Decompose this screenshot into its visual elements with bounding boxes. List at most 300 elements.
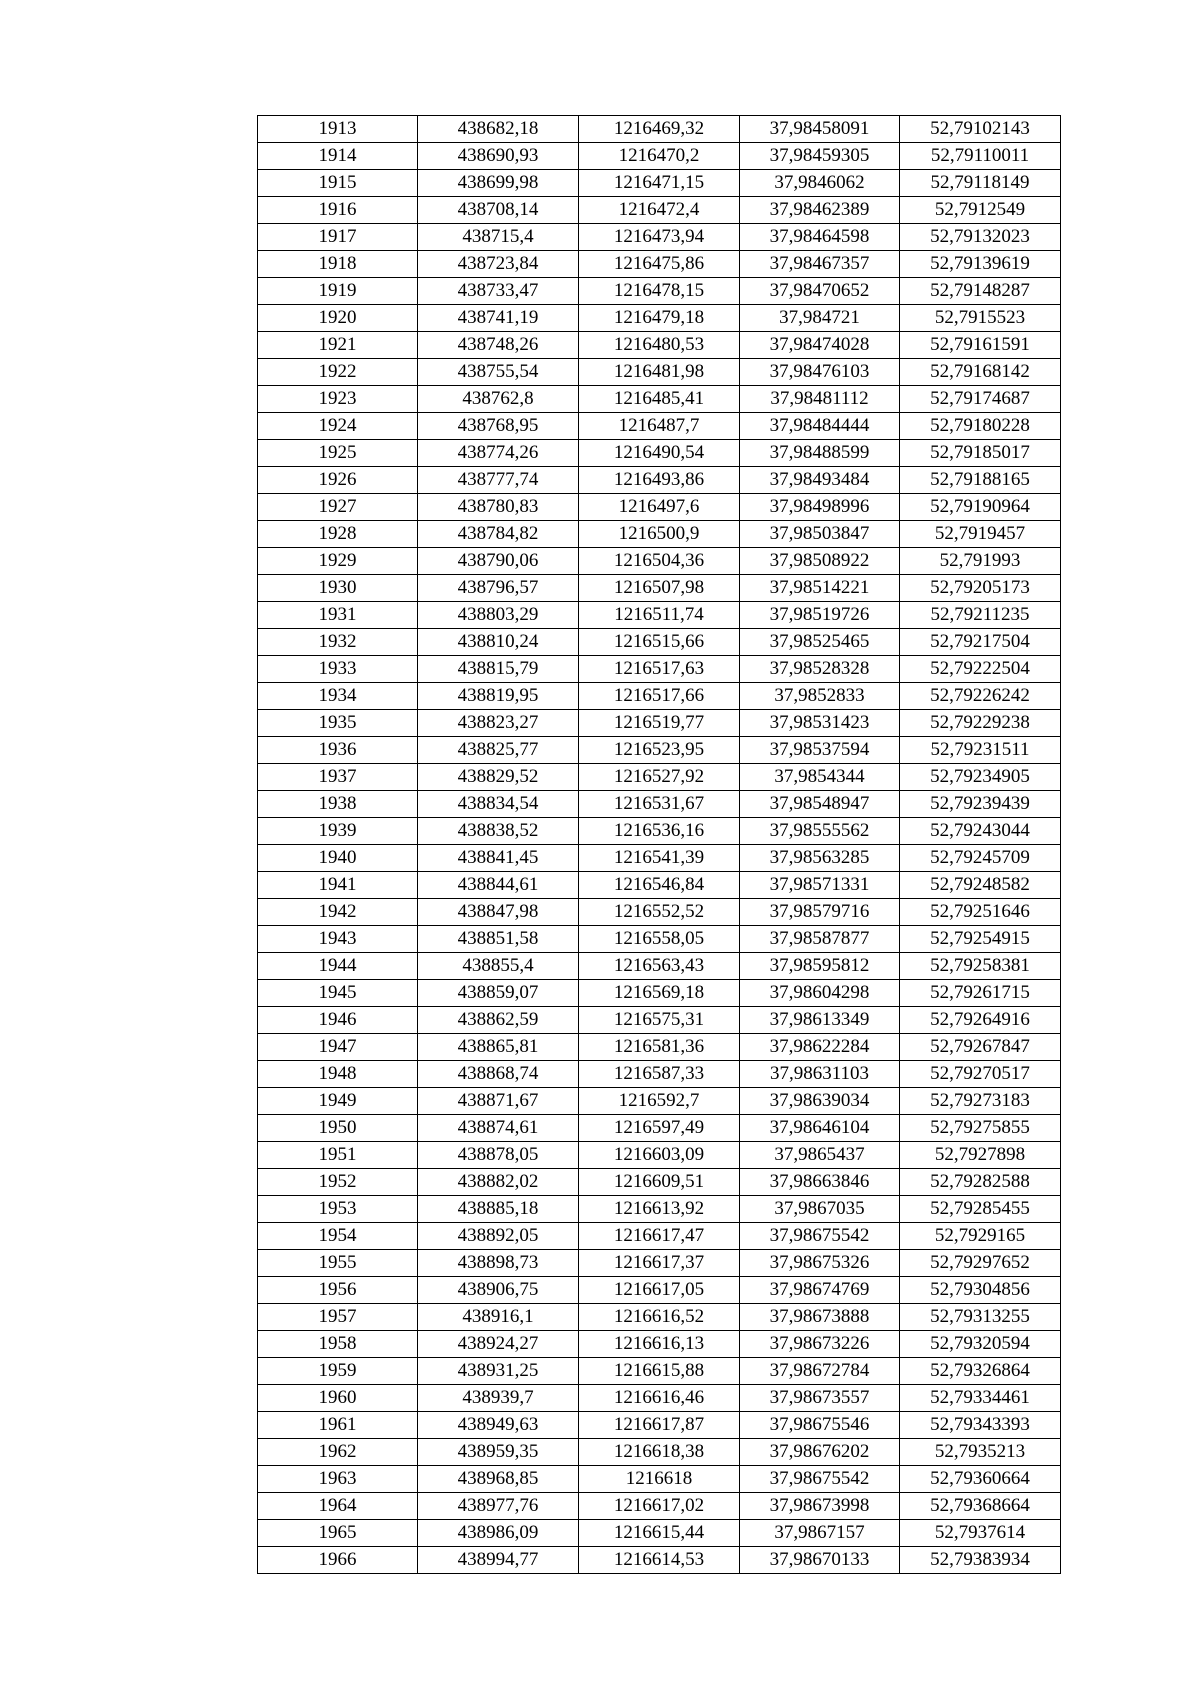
longitude-cell: 37,98676202: [740, 1439, 900, 1466]
latitude-cell: 52,7935213: [900, 1439, 1061, 1466]
longitude-cell: 37,98587877: [740, 926, 900, 953]
latitude-cell: 52,79243044: [900, 818, 1061, 845]
x-coordinate-cell: 438829,52: [418, 764, 579, 791]
latitude-cell: 52,7912549: [900, 197, 1061, 224]
latitude-cell: 52,79102143: [900, 116, 1061, 143]
x-coordinate-cell: 438755,54: [418, 359, 579, 386]
longitude-cell: 37,98673998: [740, 1493, 900, 1520]
latitude-cell: 52,79248582: [900, 872, 1061, 899]
longitude-cell: 37,98476103: [740, 359, 900, 386]
table-row: [258, 818, 1061, 845]
y-coordinate-cell: 1216472,4: [579, 197, 740, 224]
table-row: [258, 602, 1061, 629]
x-coordinate-cell: 438796,57: [418, 575, 579, 602]
x-coordinate-cell: 438834,54: [418, 791, 579, 818]
table-row: [258, 1358, 1061, 1385]
latitude-cell: 52,79174687: [900, 386, 1061, 413]
x-coordinate-cell: 438906,75: [418, 1277, 579, 1304]
point-number-cell: 1962: [258, 1439, 418, 1466]
latitude-cell: 52,79245709: [900, 845, 1061, 872]
point-number-cell: 1951: [258, 1142, 418, 1169]
table-row: [258, 143, 1061, 170]
longitude-cell: 37,98631103: [740, 1061, 900, 1088]
table-row: [258, 1034, 1061, 1061]
point-number-cell: 1937: [258, 764, 418, 791]
latitude-cell: 52,79217504: [900, 629, 1061, 656]
latitude-cell: 52,79270517: [900, 1061, 1061, 1088]
table-row: [258, 197, 1061, 224]
x-coordinate-cell: 438885,18: [418, 1196, 579, 1223]
table-row: [258, 440, 1061, 467]
y-coordinate-cell: 1216478,15: [579, 278, 740, 305]
table-row: [258, 305, 1061, 332]
y-coordinate-cell: 1216519,77: [579, 710, 740, 737]
table-row: [258, 1412, 1061, 1439]
longitude-cell: 37,9854344: [740, 764, 900, 791]
x-coordinate-cell: 438699,98: [418, 170, 579, 197]
latitude-cell: 52,79118149: [900, 170, 1061, 197]
y-coordinate-cell: 1216569,18: [579, 980, 740, 1007]
table-row: [258, 332, 1061, 359]
x-coordinate-cell: 438977,76: [418, 1493, 579, 1520]
table-row: [258, 656, 1061, 683]
y-coordinate-cell: 1216618,38: [579, 1439, 740, 1466]
point-number-cell: 1916: [258, 197, 418, 224]
y-coordinate-cell: 1216523,95: [579, 737, 740, 764]
x-coordinate-cell: 438803,29: [418, 602, 579, 629]
point-number-cell: 1947: [258, 1034, 418, 1061]
table-row: [258, 1196, 1061, 1223]
longitude-cell: 37,98548947: [740, 791, 900, 818]
y-coordinate-cell: 1216469,32: [579, 116, 740, 143]
y-coordinate-cell: 1216609,51: [579, 1169, 740, 1196]
point-number-cell: 1949: [258, 1088, 418, 1115]
latitude-cell: 52,79222504: [900, 656, 1061, 683]
latitude-cell: 52,79188165: [900, 467, 1061, 494]
x-coordinate-cell: 438723,84: [418, 251, 579, 278]
x-coordinate-cell: 438868,74: [418, 1061, 579, 1088]
longitude-cell: 37,98663846: [740, 1169, 900, 1196]
y-coordinate-cell: 1216552,52: [579, 899, 740, 926]
x-coordinate-cell: 438733,47: [418, 278, 579, 305]
point-number-cell: 1950: [258, 1115, 418, 1142]
table-row: [258, 1223, 1061, 1250]
x-coordinate-cell: 438708,14: [418, 197, 579, 224]
point-number-cell: 1929: [258, 548, 418, 575]
longitude-cell: 37,98675326: [740, 1250, 900, 1277]
table-row: [258, 791, 1061, 818]
latitude-cell: 52,79110011: [900, 143, 1061, 170]
point-number-cell: 1945: [258, 980, 418, 1007]
longitude-cell: 37,98639034: [740, 1088, 900, 1115]
longitude-cell: 37,98467357: [740, 251, 900, 278]
y-coordinate-cell: 1216618: [579, 1466, 740, 1493]
y-coordinate-cell: 1216616,52: [579, 1304, 740, 1331]
y-coordinate-cell: 1216546,84: [579, 872, 740, 899]
point-number-cell: 1932: [258, 629, 418, 656]
latitude-cell: 52,79360664: [900, 1466, 1061, 1493]
table-row: [258, 926, 1061, 953]
point-number-cell: 1936: [258, 737, 418, 764]
table-row: [258, 1439, 1061, 1466]
latitude-cell: 52,79313255: [900, 1304, 1061, 1331]
x-coordinate-cell: 438855,4: [418, 953, 579, 980]
point-number-cell: 1928: [258, 521, 418, 548]
x-coordinate-cell: 438838,52: [418, 818, 579, 845]
longitude-cell: 37,98514221: [740, 575, 900, 602]
longitude-cell: 37,98464598: [740, 224, 900, 251]
y-coordinate-cell: 1216475,86: [579, 251, 740, 278]
x-coordinate-cell: 438741,19: [418, 305, 579, 332]
x-coordinate-cell: 438871,67: [418, 1088, 579, 1115]
y-coordinate-cell: 1216527,92: [579, 764, 740, 791]
point-number-cell: 1914: [258, 143, 418, 170]
table-row: [258, 251, 1061, 278]
x-coordinate-cell: 438825,77: [418, 737, 579, 764]
table-row: [258, 224, 1061, 251]
longitude-cell: 37,98525465: [740, 629, 900, 656]
latitude-cell: 52,79229238: [900, 710, 1061, 737]
latitude-cell: 52,79273183: [900, 1088, 1061, 1115]
table-row: [258, 845, 1061, 872]
longitude-cell: 37,98571331: [740, 872, 900, 899]
x-coordinate-cell: 438844,61: [418, 872, 579, 899]
longitude-cell: 37,98519726: [740, 602, 900, 629]
table-row: [258, 1466, 1061, 1493]
longitude-cell: 37,98646104: [740, 1115, 900, 1142]
table-row: [258, 1250, 1061, 1277]
longitude-cell: 37,98508922: [740, 548, 900, 575]
point-number-cell: 1946: [258, 1007, 418, 1034]
latitude-cell: 52,79148287: [900, 278, 1061, 305]
y-coordinate-cell: 1216507,98: [579, 575, 740, 602]
longitude-cell: 37,98470652: [740, 278, 900, 305]
table-row: [258, 1520, 1061, 1547]
y-coordinate-cell: 1216597,49: [579, 1115, 740, 1142]
longitude-cell: 37,98675542: [740, 1466, 900, 1493]
latitude-cell: 52,79285455: [900, 1196, 1061, 1223]
latitude-cell: 52,79211235: [900, 602, 1061, 629]
x-coordinate-cell: 438851,58: [418, 926, 579, 953]
point-number-cell: 1942: [258, 899, 418, 926]
y-coordinate-cell: 1216617,47: [579, 1223, 740, 1250]
point-number-cell: 1939: [258, 818, 418, 845]
point-number-cell: 1952: [258, 1169, 418, 1196]
y-coordinate-cell: 1216515,66: [579, 629, 740, 656]
latitude-cell: 52,79190964: [900, 494, 1061, 521]
latitude-cell: 52,79231511: [900, 737, 1061, 764]
point-number-cell: 1922: [258, 359, 418, 386]
point-number-cell: 1913: [258, 116, 418, 143]
x-coordinate-cell: 438780,83: [418, 494, 579, 521]
point-number-cell: 1930: [258, 575, 418, 602]
point-number-cell: 1917: [258, 224, 418, 251]
y-coordinate-cell: 1216497,6: [579, 494, 740, 521]
table-row: [258, 1385, 1061, 1412]
latitude-cell: 52,79239439: [900, 791, 1061, 818]
latitude-cell: 52,79297652: [900, 1250, 1061, 1277]
table-row: [258, 521, 1061, 548]
longitude-cell: 37,98674769: [740, 1277, 900, 1304]
longitude-cell: 37,9846062: [740, 170, 900, 197]
latitude-cell: 52,79139619: [900, 251, 1061, 278]
table-row: [258, 548, 1061, 575]
y-coordinate-cell: 1216481,98: [579, 359, 740, 386]
longitude-cell: 37,98531423: [740, 710, 900, 737]
latitude-cell: 52,79326864: [900, 1358, 1061, 1385]
table-row: [258, 710, 1061, 737]
y-coordinate-cell: 1216485,41: [579, 386, 740, 413]
y-coordinate-cell: 1216614,53: [579, 1547, 740, 1574]
point-number-cell: 1944: [258, 953, 418, 980]
longitude-cell: 37,984721: [740, 305, 900, 332]
table-row: [258, 278, 1061, 305]
x-coordinate-cell: 438768,95: [418, 413, 579, 440]
y-coordinate-cell: 1216531,67: [579, 791, 740, 818]
point-number-cell: 1954: [258, 1223, 418, 1250]
y-coordinate-cell: 1216517,63: [579, 656, 740, 683]
point-number-cell: 1965: [258, 1520, 418, 1547]
x-coordinate-cell: 438762,8: [418, 386, 579, 413]
longitude-cell: 37,98555562: [740, 818, 900, 845]
point-number-cell: 1948: [258, 1061, 418, 1088]
latitude-cell: 52,79368664: [900, 1493, 1061, 1520]
y-coordinate-cell: 1216504,36: [579, 548, 740, 575]
latitude-cell: 52,79161591: [900, 332, 1061, 359]
point-number-cell: 1927: [258, 494, 418, 521]
y-coordinate-cell: 1216479,18: [579, 305, 740, 332]
latitude-cell: 52,79282588: [900, 1169, 1061, 1196]
latitude-cell: 52,79226242: [900, 683, 1061, 710]
longitude-cell: 37,98528328: [740, 656, 900, 683]
point-number-cell: 1931: [258, 602, 418, 629]
x-coordinate-cell: 438815,79: [418, 656, 579, 683]
point-number-cell: 1933: [258, 656, 418, 683]
point-number-cell: 1961: [258, 1412, 418, 1439]
longitude-cell: 37,98579716: [740, 899, 900, 926]
longitude-cell: 37,98488599: [740, 440, 900, 467]
latitude-cell: 52,79261715: [900, 980, 1061, 1007]
latitude-cell: 52,79185017: [900, 440, 1061, 467]
longitude-cell: 37,98498996: [740, 494, 900, 521]
x-coordinate-cell: 438810,24: [418, 629, 579, 656]
latitude-cell: 52,7927898: [900, 1142, 1061, 1169]
y-coordinate-cell: 1216617,37: [579, 1250, 740, 1277]
point-number-cell: 1923: [258, 386, 418, 413]
x-coordinate-cell: 438924,27: [418, 1331, 579, 1358]
longitude-cell: 37,98537594: [740, 737, 900, 764]
x-coordinate-cell: 438690,93: [418, 143, 579, 170]
point-number-cell: 1934: [258, 683, 418, 710]
longitude-cell: 37,98503847: [740, 521, 900, 548]
y-coordinate-cell: 1216615,88: [579, 1358, 740, 1385]
longitude-cell: 37,98622284: [740, 1034, 900, 1061]
longitude-cell: 37,9867035: [740, 1196, 900, 1223]
point-number-cell: 1943: [258, 926, 418, 953]
point-number-cell: 1953: [258, 1196, 418, 1223]
latitude-cell: 52,79168142: [900, 359, 1061, 386]
table-row: [258, 764, 1061, 791]
x-coordinate-cell: 438819,95: [418, 683, 579, 710]
point-number-cell: 1940: [258, 845, 418, 872]
x-coordinate-cell: 438862,59: [418, 1007, 579, 1034]
x-coordinate-cell: 438949,63: [418, 1412, 579, 1439]
longitude-cell: 37,98613349: [740, 1007, 900, 1034]
point-number-cell: 1920: [258, 305, 418, 332]
point-number-cell: 1958: [258, 1331, 418, 1358]
longitude-cell: 37,9865437: [740, 1142, 900, 1169]
longitude-cell: 37,98481112: [740, 386, 900, 413]
y-coordinate-cell: 1216616,13: [579, 1331, 740, 1358]
table-row: [258, 575, 1061, 602]
longitude-cell: 37,98493484: [740, 467, 900, 494]
latitude-cell: 52,79180228: [900, 413, 1061, 440]
table-row: [258, 1169, 1061, 1196]
point-number-cell: 1938: [258, 791, 418, 818]
x-coordinate-cell: 438939,7: [418, 1385, 579, 1412]
y-coordinate-cell: 1216615,44: [579, 1520, 740, 1547]
x-coordinate-cell: 438959,35: [418, 1439, 579, 1466]
y-coordinate-cell: 1216541,39: [579, 845, 740, 872]
table-row: [258, 737, 1061, 764]
latitude-cell: 52,79264916: [900, 1007, 1061, 1034]
point-number-cell: 1960: [258, 1385, 418, 1412]
longitude-cell: 37,98673888: [740, 1304, 900, 1331]
table-row: [258, 467, 1061, 494]
latitude-cell: 52,79254915: [900, 926, 1061, 953]
latitude-cell: 52,79343393: [900, 1412, 1061, 1439]
longitude-cell: 37,9852833: [740, 683, 900, 710]
table-row: [258, 1007, 1061, 1034]
table-body: [258, 116, 1061, 1574]
x-coordinate-cell: 438916,1: [418, 1304, 579, 1331]
table-row: [258, 1277, 1061, 1304]
point-number-cell: 1924: [258, 413, 418, 440]
x-coordinate-cell: 438874,61: [418, 1115, 579, 1142]
latitude-cell: 52,79320594: [900, 1331, 1061, 1358]
y-coordinate-cell: 1216581,36: [579, 1034, 740, 1061]
x-coordinate-cell: 438931,25: [418, 1358, 579, 1385]
point-number-cell: 1957: [258, 1304, 418, 1331]
longitude-cell: 37,98595812: [740, 953, 900, 980]
x-coordinate-cell: 438777,74: [418, 467, 579, 494]
x-coordinate-cell: 438882,02: [418, 1169, 579, 1196]
point-number-cell: 1915: [258, 170, 418, 197]
latitude-cell: 52,7937614: [900, 1520, 1061, 1547]
latitude-cell: 52,7929165: [900, 1223, 1061, 1250]
table-row: [258, 1547, 1061, 1574]
longitude-cell: 37,98673557: [740, 1385, 900, 1412]
y-coordinate-cell: 1216617,87: [579, 1412, 740, 1439]
x-coordinate-cell: 438790,06: [418, 548, 579, 575]
longitude-cell: 37,98675546: [740, 1412, 900, 1439]
latitude-cell: 52,79334461: [900, 1385, 1061, 1412]
table-row: [258, 1115, 1061, 1142]
x-coordinate-cell: 438823,27: [418, 710, 579, 737]
longitude-cell: 37,98458091: [740, 116, 900, 143]
y-coordinate-cell: 1216536,16: [579, 818, 740, 845]
point-number-cell: 1966: [258, 1547, 418, 1574]
x-coordinate-cell: 438968,85: [418, 1466, 579, 1493]
x-coordinate-cell: 438784,82: [418, 521, 579, 548]
table-row: [258, 683, 1061, 710]
x-coordinate-cell: 438994,77: [418, 1547, 579, 1574]
longitude-cell: 37,98563285: [740, 845, 900, 872]
x-coordinate-cell: 438865,81: [418, 1034, 579, 1061]
latitude-cell: 52,791993: [900, 548, 1061, 575]
x-coordinate-cell: 438847,98: [418, 899, 579, 926]
point-number-cell: 1941: [258, 872, 418, 899]
point-number-cell: 1959: [258, 1358, 418, 1385]
longitude-cell: 37,98604298: [740, 980, 900, 1007]
latitude-cell: 52,79383934: [900, 1547, 1061, 1574]
y-coordinate-cell: 1216487,7: [579, 413, 740, 440]
y-coordinate-cell: 1216603,09: [579, 1142, 740, 1169]
latitude-cell: 52,79304856: [900, 1277, 1061, 1304]
latitude-cell: 52,79267847: [900, 1034, 1061, 1061]
point-number-cell: 1935: [258, 710, 418, 737]
table-row: [258, 1493, 1061, 1520]
table-row: [258, 953, 1061, 980]
y-coordinate-cell: 1216511,74: [579, 602, 740, 629]
point-number-cell: 1919: [258, 278, 418, 305]
x-coordinate-cell: 438892,05: [418, 1223, 579, 1250]
y-coordinate-cell: 1216617,05: [579, 1277, 740, 1304]
point-number-cell: 1964: [258, 1493, 418, 1520]
table-row: [258, 170, 1061, 197]
table-row: [258, 899, 1061, 926]
y-coordinate-cell: 1216480,53: [579, 332, 740, 359]
x-coordinate-cell: 438774,26: [418, 440, 579, 467]
x-coordinate-cell: 438841,45: [418, 845, 579, 872]
y-coordinate-cell: 1216500,9: [579, 521, 740, 548]
x-coordinate-cell: 438986,09: [418, 1520, 579, 1547]
table-row: [258, 872, 1061, 899]
x-coordinate-cell: 438682,18: [418, 116, 579, 143]
table-row: [258, 980, 1061, 1007]
y-coordinate-cell: 1216616,46: [579, 1385, 740, 1412]
y-coordinate-cell: 1216517,66: [579, 683, 740, 710]
latitude-cell: 52,79251646: [900, 899, 1061, 926]
y-coordinate-cell: 1216471,15: [579, 170, 740, 197]
table-row: [258, 1331, 1061, 1358]
y-coordinate-cell: 1216558,05: [579, 926, 740, 953]
longitude-cell: 37,98459305: [740, 143, 900, 170]
longitude-cell: 37,98673226: [740, 1331, 900, 1358]
table-row: [258, 629, 1061, 656]
latitude-cell: 52,79234905: [900, 764, 1061, 791]
x-coordinate-cell: 438878,05: [418, 1142, 579, 1169]
longitude-cell: 37,98672784: [740, 1358, 900, 1385]
table-row: [258, 359, 1061, 386]
latitude-cell: 52,7915523: [900, 305, 1061, 332]
y-coordinate-cell: 1216575,31: [579, 1007, 740, 1034]
table-row: [258, 1304, 1061, 1331]
point-number-cell: 1955: [258, 1250, 418, 1277]
x-coordinate-cell: 438859,07: [418, 980, 579, 1007]
y-coordinate-cell: 1216613,92: [579, 1196, 740, 1223]
y-coordinate-cell: 1216587,33: [579, 1061, 740, 1088]
point-number-cell: 1926: [258, 467, 418, 494]
table-row: [258, 386, 1061, 413]
table-row: [258, 413, 1061, 440]
table-row: [258, 116, 1061, 143]
table-row: [258, 1061, 1061, 1088]
y-coordinate-cell: 1216473,94: [579, 224, 740, 251]
latitude-cell: 52,79258381: [900, 953, 1061, 980]
longitude-cell: 37,98474028: [740, 332, 900, 359]
point-number-cell: 1956: [258, 1277, 418, 1304]
